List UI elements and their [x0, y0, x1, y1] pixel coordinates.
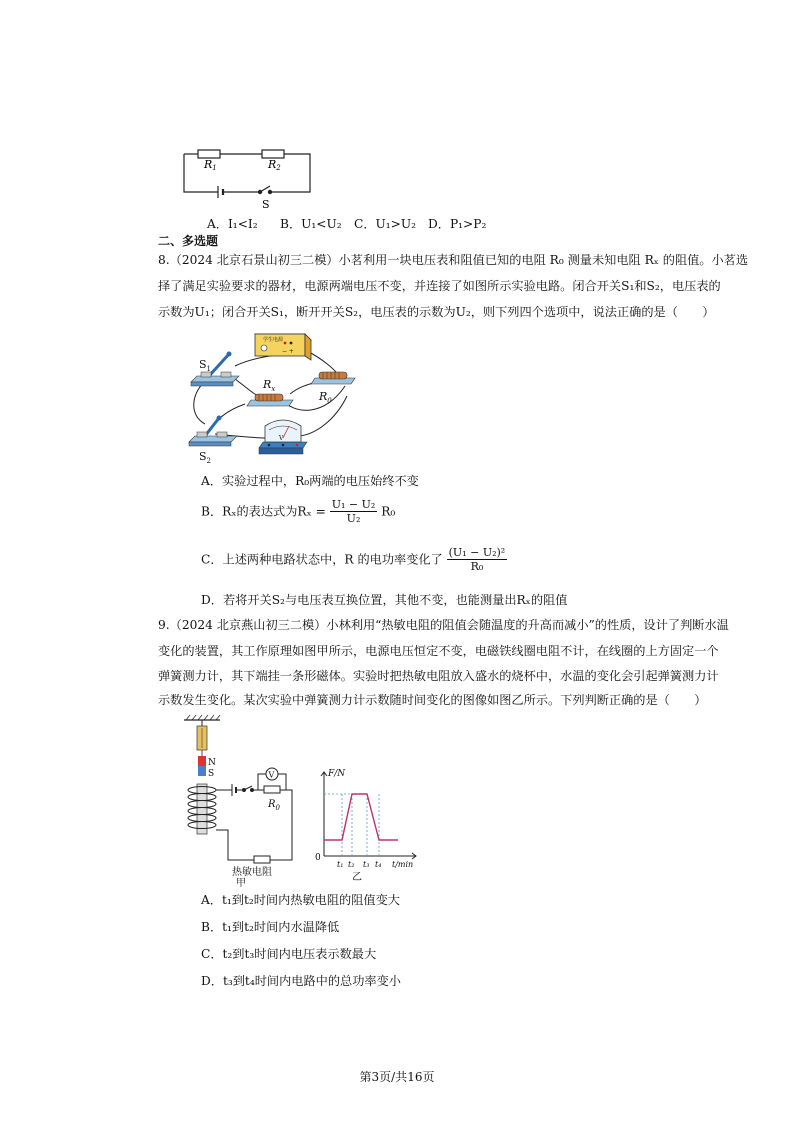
r1-label: R1	[204, 158, 217, 172]
q9-figure-jia	[180, 712, 305, 887]
figure-jia-caption: 甲	[236, 878, 246, 887]
svg-text:t₂: t₂	[348, 860, 355, 869]
svg-text:t/min: t/min	[392, 860, 414, 869]
svg-text:学生电源: 学生电源	[263, 337, 284, 343]
thermistor-label: 热敏电阻	[232, 867, 272, 878]
series-circuit-diagram	[178, 140, 318, 212]
q9-option-c: C．t₂到t₃时间内电压表示数最大	[201, 947, 377, 961]
q9-stem-line1: 9.（2024 北京燕山初三二模）小林利用“热敏电阻的阻值会随温度的升高而减小”的性质，设计了判断水温	[158, 618, 729, 632]
svg-text:S: S	[208, 769, 215, 779]
svg-text:S1: $S_1$	[199, 358, 212, 373]
svg-text:V: V	[279, 435, 284, 442]
q9-option-a: A．t₁到t₂时间内热敏电阻的阻值变大	[201, 893, 400, 907]
switch-s2	[189, 416, 237, 447]
section-title: 二、多选题	[158, 234, 219, 248]
q7-option-a: A．I₁<I₂	[207, 217, 258, 231]
svg-text:t₄: t₄	[375, 860, 382, 869]
svg-text:N: N	[208, 758, 216, 768]
q9-option-b: B．t₁到t₂时间内水温降低	[201, 920, 340, 934]
resistor-rx	[247, 394, 293, 406]
q8-stem-line2: 择了满足实验要求的器材，电源两端电压不变，并连接了如图所示实验电路。闭合开关S₁和S₂，电压表的	[158, 279, 721, 293]
q9-stem-line2: 变化的装置，其工作原理如图甲所示，电源电压恒定不变，电磁铁线圈电阻不计，在线圈的上方固定一个	[158, 644, 719, 658]
graph-y-label: F/N	[328, 769, 346, 779]
q8-experiment-figure	[185, 326, 360, 466]
graph-origin: 0	[315, 853, 321, 863]
svg-text:t₁: t₁	[337, 860, 344, 869]
resistor-r0	[311, 372, 355, 384]
q9-stem-line4: 示数发生变化。某次实验中弹簧测力计示数随时间变化的图像如图乙所示。下列判断正确的是（ ）	[158, 693, 707, 707]
svg-text:R0: $R_0$	[268, 799, 280, 812]
r2-label: R2	[268, 158, 281, 172]
page-footer: 第3页/共16页	[359, 1070, 435, 1084]
bar-magnet	[198, 756, 206, 776]
switch-label: S	[262, 198, 270, 211]
q9-figure-yi-graph	[312, 760, 424, 886]
q8-stem-line3: 示数为U₁；闭合开关S₁，断开开关S₂，电压表的示数为U₂，则下列四个选项中，说法正确的是（ ）	[158, 305, 715, 319]
q8-stem-line1: 8.（2024 北京石景山初三二模）小茗利用一块电压表和阻值已知的电阻 R₀ 测量未知电阻 Rₓ 的阻值。小茗选	[158, 253, 749, 267]
q8-option-b: B．Rₓ的表达式为Rₓ = $\frac{\text{U₁ − U₂}}{\text{U₂}}$ R₀	[201, 498, 396, 525]
q9-option-d: D．t₃到t₄时间内电路中的总功率变小	[201, 974, 401, 988]
voltmeter	[259, 420, 307, 454]
svg-text:V: V	[268, 770, 275, 780]
svg-text:R0: $R_0$	[319, 390, 332, 405]
figure-yi-caption: 乙	[352, 872, 362, 883]
svg-text:− +: − +	[282, 348, 294, 355]
q7-option-d: D．P₁>P₂	[428, 217, 487, 231]
svg-text:Rx: $R_x$	[263, 378, 276, 393]
q7-option-c: C．U₁>U₂	[354, 217, 417, 231]
svg-text:t₃: t₃	[363, 860, 370, 869]
force-time-curve	[324, 794, 398, 840]
power-supply	[255, 334, 311, 360]
q8-option-c: C．上述两种电路状态中，R 的电功率变化了 $\frac{\text{(U₁ − U₂)²}}{\text{R₀}}$	[201, 546, 506, 573]
electromagnet-coil	[188, 784, 216, 834]
q8-option-a: A．实验过程中，R₀两端的电压始终不变	[201, 474, 419, 488]
q7-option-b: B．U₁<U₂	[280, 217, 342, 231]
q8-option-d: D．若将开关S₂与电压表互换位置，其他不变，也能测量出Rₓ的阻值	[201, 593, 568, 607]
q9-stem-line3: 弹簧测力计，其下端挂一条形磁体。实验时把热敏电阻放入盛水的烧杯中，水温的变化会引起弹簧测力计	[158, 669, 719, 683]
svg-text:S2: $S_2$	[199, 450, 212, 465]
